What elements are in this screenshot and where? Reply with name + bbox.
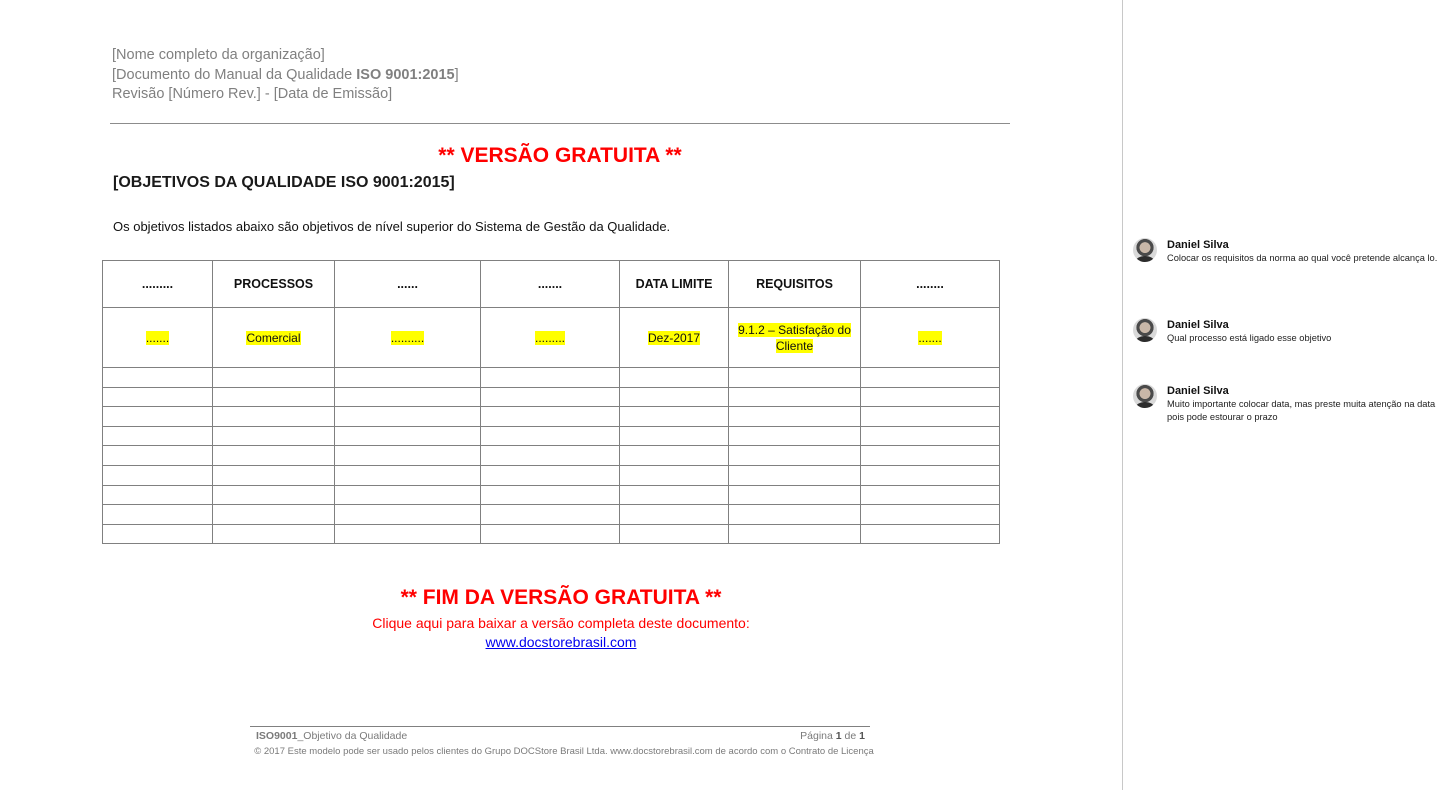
footer-divider: [250, 726, 870, 727]
table-cell[interactable]: [729, 505, 861, 525]
table-cell[interactable]: [213, 407, 335, 427]
highlighted-text: .........: [534, 330, 565, 345]
comment-text: Qual processo está ligado esse objetivo: [1167, 333, 1332, 343]
highlighted-text: .......: [918, 330, 942, 345]
table-cell[interactable]: [103, 505, 213, 525]
end-free-version-title: ** FIM DA VERSÃO GRATUITA **: [400, 586, 722, 609]
highlighted-text: 9.1.2 – Satisfação do Cliente: [738, 322, 851, 353]
table-cell[interactable]: [861, 368, 1000, 388]
header-cell-processos[interactable]: PROCESSOS: [213, 261, 335, 308]
table-cell[interactable]: [729, 446, 861, 466]
table-cell[interactable]: [213, 485, 335, 505]
header-cell-requisitos[interactable]: REQUISITOS: [729, 261, 861, 308]
table-cell[interactable]: [481, 387, 620, 407]
table-row: [103, 524, 1000, 544]
table-header-row: [103, 261, 1000, 308]
highlighted-text: ..........: [390, 330, 425, 345]
avatar: [1133, 384, 1157, 408]
header-cell-7[interactable]: ........: [861, 261, 1000, 308]
table-cell[interactable]: [335, 308, 481, 368]
table-cell[interactable]: [481, 505, 620, 525]
table-cell[interactable]: [103, 524, 213, 544]
table-cell[interactable]: [620, 446, 729, 466]
table-cell[interactable]: [620, 308, 729, 368]
docstore-link[interactable]: www.docstorebrasil.com: [485, 634, 637, 650]
footer-copyright: © 2017 Este modelo pode ser usado pelos clientes do Grupo DOCStore Brasil Ltda. www.docstorebrasil.com de acordo com o Contrato de Licença: [254, 746, 874, 757]
table-cell[interactable]: [335, 505, 481, 525]
free-version-title: ** VERSÃO GRATUITA **: [438, 144, 682, 167]
footer-doc-code-rest: _Objetivo da Qualidade: [297, 730, 408, 742]
table-cell[interactable]: [335, 407, 481, 427]
table-cell[interactable]: [861, 505, 1000, 525]
table-cell[interactable]: [481, 308, 620, 368]
highlighted-text: Dez-2017: [647, 330, 701, 345]
page-of: de: [841, 730, 860, 742]
page-total: 1: [859, 730, 865, 742]
table-cell[interactable]: [481, 446, 620, 466]
table-cell[interactable]: [481, 465, 620, 485]
comment-author: Daniel Silva: [1167, 239, 1229, 251]
header-cell-1[interactable]: .........: [103, 261, 213, 308]
table-cell[interactable]: [729, 387, 861, 407]
highlighted-text: Comercial: [246, 330, 301, 345]
objectives-table: [102, 260, 1000, 544]
table-cell[interactable]: [729, 485, 861, 505]
table-cell[interactable]: [620, 387, 729, 407]
manual-title[interactable]: [112, 66, 459, 86]
table-cell[interactable]: [213, 505, 335, 525]
table-cell[interactable]: [335, 485, 481, 505]
table-cell[interactable]: [729, 368, 861, 388]
table-cell[interactable]: [861, 485, 1000, 505]
footer-doc-code: [256, 730, 407, 742]
table-cell[interactable]: [620, 426, 729, 446]
table-cell[interactable]: [620, 524, 729, 544]
table-cell[interactable]: [213, 446, 335, 466]
table-cell[interactable]: [103, 407, 213, 427]
footer-doc-code-bold: ISO9001: [256, 730, 298, 742]
table-cell[interactable]: [335, 465, 481, 485]
table-cell[interactable]: [335, 524, 481, 544]
page-current: 1: [835, 730, 842, 742]
table-cell[interactable]: [620, 368, 729, 388]
comment-text: Colocar os requisitos da norma ao qual você pretende alcança lo.: [1167, 253, 1438, 263]
header-cell-3[interactable]: ......: [335, 261, 481, 308]
table-cell[interactable]: [861, 446, 1000, 466]
table-cell[interactable]: [481, 368, 620, 388]
intro-paragraph[interactable]: Os objetivos listados abaixo são objetivos de nível superior do Sistema de Gestão da Qualidade.: [113, 219, 671, 234]
table-cell[interactable]: [335, 368, 481, 388]
manual-title-suffix: ]: [454, 66, 459, 83]
table-cell[interactable]: [729, 407, 861, 427]
table-cell[interactable]: [861, 465, 1000, 485]
comment-author: Daniel Silva: [1167, 385, 1229, 397]
table-row: [103, 407, 1000, 427]
page-label: Página: [800, 730, 836, 742]
header-cell-data-limite[interactable]: DATA LIMITE: [620, 261, 729, 308]
revision-line[interactable]: Revisão [Número Rev.] - [Data de Emissão]: [112, 86, 393, 102]
table-row: [103, 446, 1000, 466]
table-cell[interactable]: [103, 446, 213, 466]
table-cell[interactable]: [620, 465, 729, 485]
download-link-container: [0, 634, 1122, 650]
table-row: [103, 308, 1000, 368]
table-row: [103, 485, 1000, 505]
table-cell[interactable]: [729, 524, 861, 544]
table-row: [103, 426, 1000, 446]
manual-title-standard: ISO 9001:2015: [356, 66, 455, 83]
table-cell[interactable]: [335, 426, 481, 446]
table-cell[interactable]: [335, 387, 481, 407]
avatar: [1133, 238, 1157, 262]
table-cell[interactable]: [103, 426, 213, 446]
highlighted-text: .......: [145, 330, 170, 345]
download-prompt[interactable]: Clique aqui para baixar a versão completa deste documento:: [372, 615, 750, 631]
comment-author: Daniel Silva: [1167, 319, 1229, 331]
table-row: [103, 368, 1000, 388]
table-cell[interactable]: [861, 426, 1000, 446]
table-cell[interactable]: [620, 505, 729, 525]
table-row: [103, 387, 1000, 407]
comment-pane: [1123, 0, 1439, 790]
comment-text: Muito importante colocar data, mas preste muita atenção na data pois pode estourar o prazo: [1167, 399, 1436, 422]
table-cell[interactable]: [213, 308, 335, 368]
table-cell[interactable]: [861, 308, 1000, 368]
table-cell[interactable]: [481, 524, 620, 544]
table-cell[interactable]: [481, 485, 620, 505]
table-cell[interactable]: [213, 426, 335, 446]
table-cell[interactable]: [729, 308, 861, 368]
table-cell[interactable]: [213, 524, 335, 544]
table-cell[interactable]: [481, 426, 620, 446]
manual-title-prefix: [Documento do Manual da Qualidade: [112, 66, 357, 83]
table-cell[interactable]: [103, 485, 213, 505]
table-cell[interactable]: [481, 407, 620, 427]
table-cell[interactable]: [729, 465, 861, 485]
table-cell[interactable]: [103, 368, 213, 388]
header-divider: [110, 123, 1010, 124]
table-cell[interactable]: [620, 485, 729, 505]
table-cell[interactable]: [103, 308, 213, 368]
table-row: [103, 465, 1000, 485]
table-cell[interactable]: [620, 407, 729, 427]
document-header: [112, 46, 459, 105]
table-row: [103, 505, 1000, 525]
org-name[interactable]: [Nome completo da organização]: [112, 47, 325, 63]
table-cell[interactable]: [103, 465, 213, 485]
table-cell[interactable]: [861, 387, 1000, 407]
document-heading[interactable]: [OBJETIVOS DA QUALIDADE ISO 9001:2015]: [113, 174, 455, 191]
table-cell[interactable]: [213, 368, 335, 388]
avatar: [1133, 318, 1157, 342]
header-cell-4[interactable]: .......: [481, 261, 620, 308]
table-cell[interactable]: [103, 387, 213, 407]
table-cell[interactable]: [335, 446, 481, 466]
table-cell[interactable]: [861, 407, 1000, 427]
footer-page-number: [700, 730, 865, 742]
table-cell[interactable]: [861, 524, 1000, 544]
table-cell[interactable]: [213, 387, 335, 407]
table-cell[interactable]: [729, 426, 861, 446]
table-cell[interactable]: [213, 465, 335, 485]
